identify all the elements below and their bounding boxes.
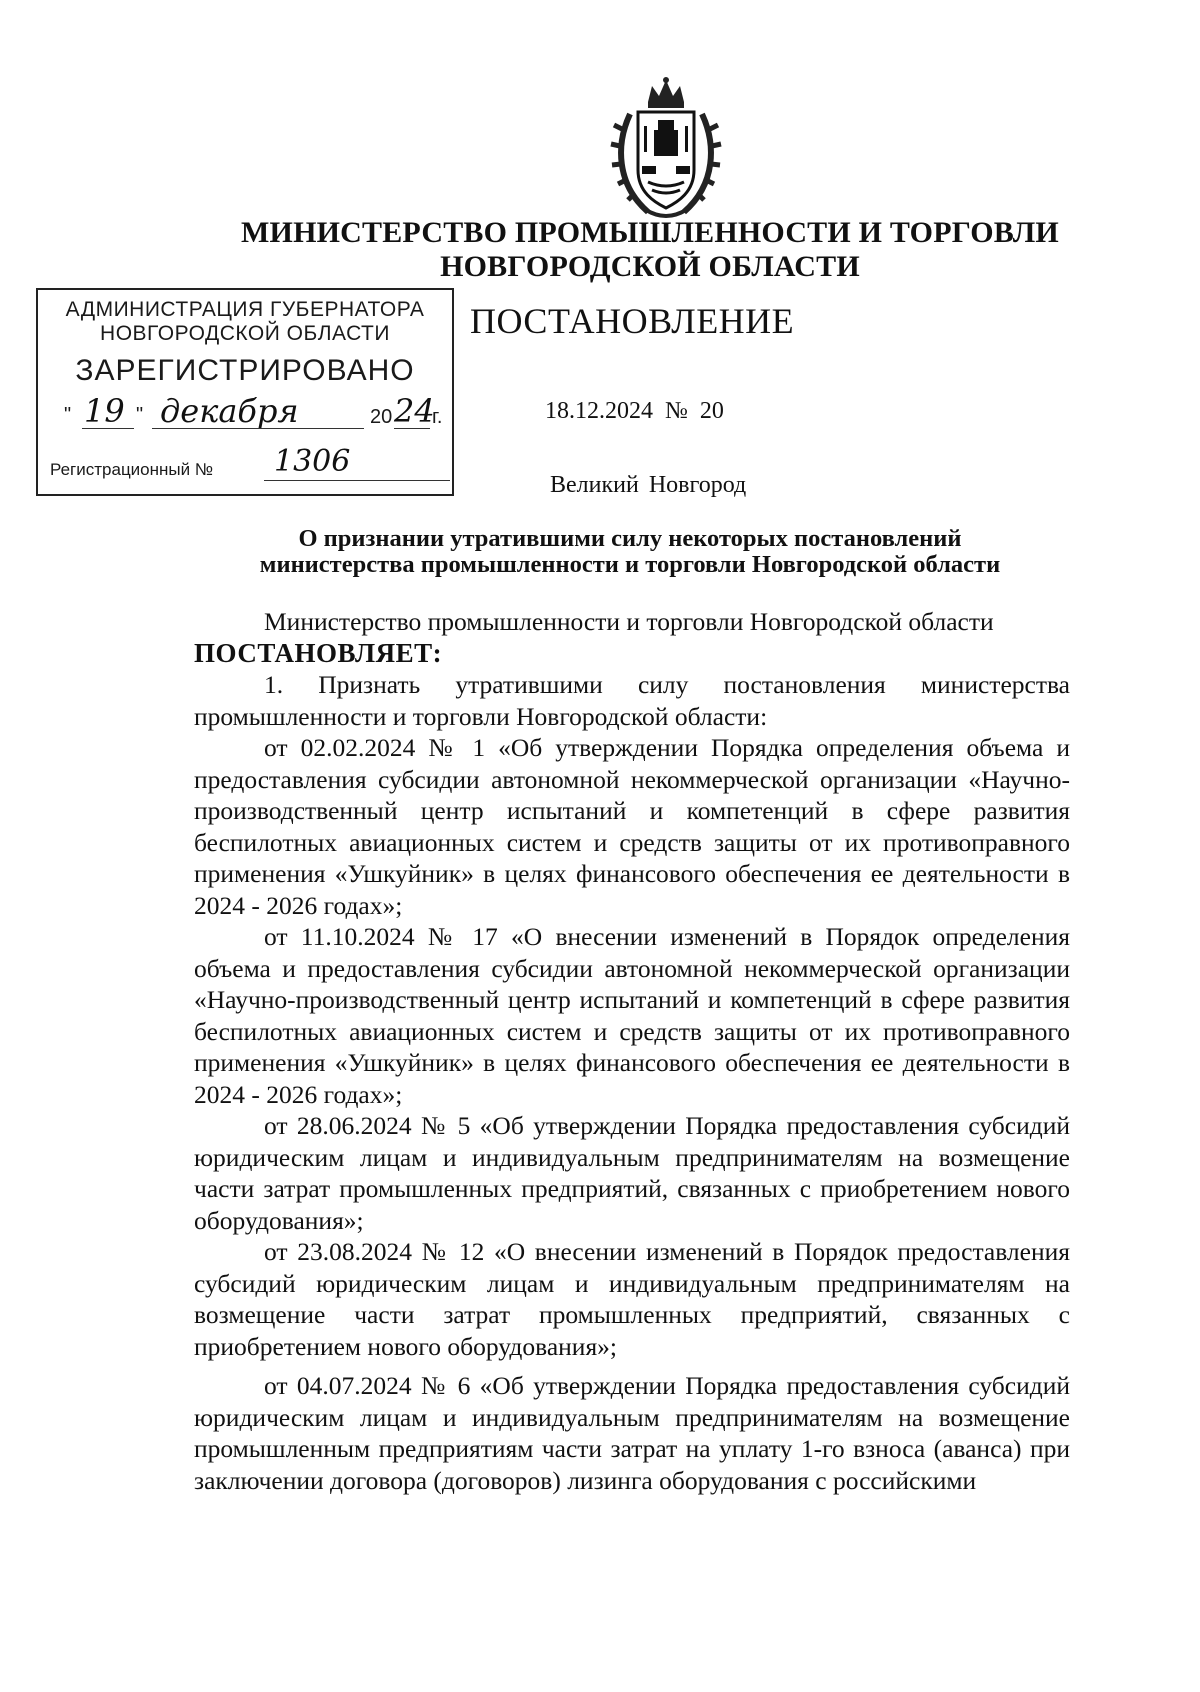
stamp-registered-label: ЗАРЕГИСТРИРОВАНО <box>75 354 415 387</box>
ministry-name <box>240 216 1060 284</box>
title-line-2: министерства промышленности и торговли Новгородской области <box>259 551 1001 578</box>
stamp-month: декабря <box>160 392 299 430</box>
stamp-reg-underline <box>264 480 450 481</box>
stamp-registration-line <box>50 444 446 486</box>
stamp-quote-close: " <box>136 404 144 426</box>
document-body <box>194 606 1070 1496</box>
reference-2: от 11.10.2024 № 17 «О внесении изменений в Порядок определения объема и предоставления субсидии автономной некоммерческой организации «Научно-производственный центр испытаний и компетенций в сфере развития беспилотных авиационных систем и средств защиты от их противоправного применения «Ушкуйник» в целях финансового обеспечения ее деятельности в 2024 - 2026 годах»; <box>194 922 1070 1109</box>
stamp-year-underline <box>394 428 430 429</box>
coat-of-arms-icon <box>608 74 724 224</box>
document-title <box>190 526 1070 578</box>
document-type: ПОСТАНОВЛЕНИЕ <box>470 301 795 341</box>
stamp-reg-number: 1306 <box>274 444 351 479</box>
title-line-1: О признании утратившими силу некоторых постановлений <box>298 525 962 552</box>
document-city: Великий Новгород <box>550 472 747 498</box>
intro-paragraph: Министерство промышленности и торговли Новгородской области <box>264 607 994 636</box>
resolves-heading: ПОСТАНОВЛЯЕТ: <box>194 637 443 668</box>
stamp-year-suffix: 24 <box>394 392 435 430</box>
ministry-line-2: НОВГОРОДСКОЙ ОБЛАСТИ <box>440 250 860 283</box>
registration-stamp <box>36 288 454 496</box>
reference-4: от 23.08.2024 № 12 «О внесении изменений в Порядок предоставления субсидий юридическим лицам и индивидуальным предпринимателям на возмещение части затрат промышленных предприятий, связанных с приобретением нового оборудования»; <box>194 1237 1070 1361</box>
stamp-line-2: НОВГОРОДСКОЙ ОБЛАСТИ <box>100 322 390 345</box>
stamp-year-unit: г. <box>432 406 443 428</box>
ministry-line-1: МИНИСТЕРСТВО ПРОМЫШЛЕННОСТИ И ТОРГОВЛИ <box>241 216 1059 249</box>
reference-5: от 04.07.2024 № 6 «Об утверждении Порядка предоставления субсидий юридическим лицам и индивидуальным предпринимателям на возмещение промышленным предприятиям части затрат на уплату 1-го взноса (аванса) при заключении договора (договоров) лизинга оборудования с российскими <box>194 1371 1070 1495</box>
stamp-quote-open: " <box>64 404 72 426</box>
stamp-reg-label: Регистрационный № <box>50 460 214 479</box>
document-date-number: 18.12.2024 № 20 <box>545 398 724 424</box>
stamp-date-line <box>64 392 444 432</box>
stamp-year-prefix: 20 <box>370 406 393 428</box>
reference-3: от 28.06.2024 № 5 «Об утверждении Порядка предоставления субсидий юридическим лицам и индивидуальным предпринимателям на возмещение части затрат промышленных предприятий, связанных с приобретением нового оборудования»; <box>194 1111 1070 1235</box>
stamp-month-underline <box>152 428 364 429</box>
reference-1: от 02.02.2024 № 1 «Об утверждении Порядка определения объема и предоставления субсидии автономной некоммерческой организации «Научно-производственный центр испытаний и компетенций в сфере развития беспилотных авиационных систем и средств защиты от их противоправного применения «Ушкуйник» в целях финансового обеспечения ее деятельности в 2024 - 2026 годах»; <box>194 733 1070 920</box>
stamp-day-underline <box>82 428 134 429</box>
stamp-day: 19 <box>84 392 125 430</box>
stamp-line-1: АДМИНИСТРАЦИЯ ГУБЕРНАТОРА <box>65 298 425 321</box>
item-1: 1. Признать утратившими силу постановления министерства промышленности и торговли Новгородской области: <box>194 670 1070 731</box>
